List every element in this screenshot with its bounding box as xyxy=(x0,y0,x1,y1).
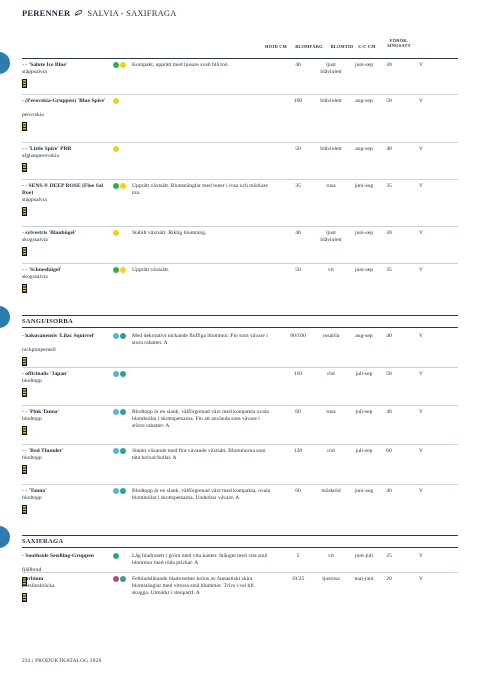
bloom-time-cell: juli-sep xyxy=(355,448,373,454)
blue-property-icon xyxy=(113,409,119,415)
blue-property-icon xyxy=(113,488,119,494)
plant-description: Slankt växande med fint vävande växtsätt. Blommorna som täta kolvar/bollar. A xyxy=(132,448,266,461)
spacing-cell: 40 xyxy=(386,333,392,339)
section-title: SAXIFRAGA xyxy=(22,538,64,545)
plant-description: Upprätt växtsätt. xyxy=(132,267,170,273)
property-icons xyxy=(113,409,126,415)
table-row xyxy=(22,409,458,443)
common-name: stäppsalvia xyxy=(22,69,47,75)
teal-property-icon xyxy=(120,409,126,415)
table-row xyxy=(22,146,458,180)
teal-property-icon xyxy=(120,333,126,339)
bee-icon xyxy=(22,388,27,397)
plant-description: Med dekorativt nickande fluffiga blommor. Fin som vävare i stora rabatter. A xyxy=(132,333,268,346)
row-divider xyxy=(22,94,458,95)
section-title-divider xyxy=(22,547,458,548)
bee-icon xyxy=(22,247,27,256)
spacing-cell: 50 xyxy=(386,371,392,377)
height-cell: 100 xyxy=(293,98,303,104)
propagation-cell: V xyxy=(418,333,424,339)
section-title-divider xyxy=(22,327,458,328)
row-divider xyxy=(22,226,458,227)
property-icons xyxy=(113,371,126,377)
bloom-time-cell: aug-sep xyxy=(355,98,373,104)
flower-color-cell: vit xyxy=(328,267,334,273)
plant-name: - - 'Salute Ice Blue' xyxy=(22,62,68,68)
table-row xyxy=(22,98,458,132)
propagation-cell: V xyxy=(418,553,424,559)
bee-icon xyxy=(22,79,27,88)
teal-property-icon xyxy=(120,576,126,582)
bloom-time-cell: juli-sep xyxy=(355,409,373,415)
section-divider xyxy=(22,315,458,316)
table-row xyxy=(22,267,458,301)
column-header-color: BLOMFÄRG xyxy=(295,44,323,49)
row-divider xyxy=(22,142,458,143)
row-divider xyxy=(22,484,458,485)
spacing-cell: 35 xyxy=(386,183,392,189)
property-icons xyxy=(113,62,126,68)
bloom-time-cell: aug-sep xyxy=(355,146,373,152)
header-divider xyxy=(22,58,458,59)
common-name: fjällbrud xyxy=(22,567,42,573)
plant-name: - sylvestris 'Blauhügel' xyxy=(22,230,77,236)
plant-name: - - 'Little Spire' PBR xyxy=(22,146,72,152)
bee-icon xyxy=(22,122,27,131)
bloom-time-cell: juni-aug xyxy=(354,183,374,189)
page-number: 232 xyxy=(22,658,31,664)
flower-color-cell: rosalila xyxy=(322,333,340,339)
table-row xyxy=(22,576,458,610)
bloom-time-cell: juli-sep xyxy=(355,371,373,377)
yellow-property-icon xyxy=(113,146,119,152)
propagation-cell: V xyxy=(418,576,424,582)
height-cell: 80/100 xyxy=(290,333,306,339)
column-header-time: BLOMTID xyxy=(330,44,354,49)
column-header-height: HÖJD CM xyxy=(264,44,287,49)
bloom-time-cell: juni-aug xyxy=(354,488,374,494)
plant-name: - - SENS.® DEEP ROSE (Floe Sal Roe) xyxy=(22,183,104,196)
bee-icon xyxy=(22,593,27,602)
bee-icon xyxy=(22,284,27,293)
green-property-icon xyxy=(113,183,119,189)
teal-property-icon xyxy=(113,553,119,559)
height-cell: 50 xyxy=(295,146,301,152)
row-divider xyxy=(22,572,458,573)
spacing-cell: 30 xyxy=(386,230,392,236)
table-row xyxy=(22,488,458,522)
column-header-propagation: FÖRÖK. SINGSATT xyxy=(387,38,411,48)
spacing-cell: 40 xyxy=(386,146,392,152)
property-icons xyxy=(113,267,126,273)
section-divider xyxy=(22,535,458,536)
table-row xyxy=(22,333,458,367)
common-name: blodtopp xyxy=(22,495,42,501)
bee-icon xyxy=(22,505,27,514)
flower-color-cell: röd xyxy=(327,371,335,377)
property-icons xyxy=(113,98,119,104)
yellow-property-icon xyxy=(113,98,119,104)
plant-name: - (Perovskia-Gruppen) 'Blue Spire' xyxy=(22,98,106,104)
spacing-cell: 50 xyxy=(386,98,392,104)
height-cell: 40 xyxy=(295,62,301,68)
flower-color-cell: vit xyxy=(328,553,334,559)
propagation-cell: V xyxy=(418,98,424,104)
common-name: blodtopp xyxy=(22,378,42,384)
property-icons xyxy=(113,183,126,189)
plant-description: Blodtopp är en slank, välförgrenad växt med kompakta, ovala blombollar i skottspetsarna. Underbar vävare. A xyxy=(132,488,271,501)
spacing-cell: 40 xyxy=(386,488,392,494)
plant-name: - urbium xyxy=(22,576,44,582)
spacing-cell: 60 xyxy=(386,448,392,454)
bloom-time-cell: juni-juli xyxy=(354,553,374,559)
plant-name: - officinalis 'Japan' xyxy=(22,371,68,377)
plant-description: Upprätt växtsätt. Blomstänglar med toner i rosa och mörkare ton. xyxy=(132,183,268,196)
plant-description: Stabilt växtsätt. Riklig blomning. xyxy=(132,230,207,236)
blue-property-icon xyxy=(113,448,119,454)
height-cell: 40 xyxy=(295,230,301,236)
leaf-icon xyxy=(74,10,83,16)
plant-name: - - 'Tanna' xyxy=(22,488,47,494)
common-name: perovskia xyxy=(22,112,44,118)
table-row xyxy=(22,448,458,482)
plant-name: - - 'Red Thunder' xyxy=(22,448,64,454)
common-name: stäppsalvia xyxy=(22,197,47,203)
propagation-cell: V xyxy=(418,230,424,236)
green-property-icon xyxy=(113,267,119,273)
plant-name: - - 'Pink Tanna' xyxy=(22,409,60,415)
section-tab xyxy=(0,526,10,548)
table-row xyxy=(22,230,458,264)
bee-icon xyxy=(22,426,27,435)
plant-description: Blodtopp är en slank, välförgrenad växt med kompakta ovala blombollar i skottspetsarna. Fin att använda som vävare i större rabatter. A xyxy=(132,409,269,429)
page-title: PERENNER xyxy=(22,8,71,18)
plant-description: Fetbladslikande bladrosetter kröns av fantastiskt skira blomstänglar med vitrosa små blommor. Trivs i sol till skugga. Utmärkt i stenpartI. A xyxy=(132,576,254,596)
propagation-cell: V xyxy=(418,267,424,273)
page-subtitle: SALVIA - SAXIFRAGA xyxy=(87,8,177,18)
flower-color-cell: ljusrosa xyxy=(322,576,340,582)
teal-property-icon xyxy=(120,371,126,377)
section-tab xyxy=(0,52,10,74)
bee-icon xyxy=(22,465,27,474)
flower-color-cell: ljust blåviolett xyxy=(320,230,342,243)
catalog-name: PRODUKTKATALOG 2026 xyxy=(35,658,102,664)
common-name: porslinsbräcka xyxy=(22,583,55,589)
height-cell: 35 xyxy=(295,183,301,189)
row-divider xyxy=(22,444,458,445)
spacing-cell: 20 xyxy=(386,576,392,582)
page-footer xyxy=(22,658,102,664)
height-cell: 60 xyxy=(295,488,301,494)
height-cell: 110 xyxy=(293,371,303,377)
common-name: skogssalvia xyxy=(22,237,48,243)
blue-property-icon xyxy=(113,333,119,339)
purple-property-icon xyxy=(113,576,119,582)
property-icons xyxy=(113,448,126,454)
propagation-cell: V xyxy=(418,448,424,454)
flower-color-cell: ljust blåviolett xyxy=(320,62,342,75)
section-tab xyxy=(0,306,10,328)
flower-color-cell: blåviolett xyxy=(320,146,342,152)
footer-separator: | xyxy=(32,658,36,664)
propagation-cell: V xyxy=(418,488,424,494)
plant-description: Låg bladrosett i grönt med vita kanter. Stängel med vita små blommor med röda prickar. A xyxy=(132,553,267,566)
bloom-time-cell: maj-juni xyxy=(354,576,374,582)
propagation-cell: V xyxy=(418,409,424,415)
property-icons xyxy=(113,553,119,559)
row-divider xyxy=(22,367,458,368)
propagation-cell: V xyxy=(418,183,424,189)
height-cell: 60 xyxy=(295,409,301,415)
table-row xyxy=(22,183,458,217)
yellow-property-icon xyxy=(120,62,126,68)
row-divider xyxy=(22,179,458,180)
spacing-cell: 30 xyxy=(386,62,392,68)
green-property-icon xyxy=(113,62,119,68)
property-icons xyxy=(113,230,119,236)
spacing-cell: 35 xyxy=(386,267,392,273)
common-name: blodtopp xyxy=(22,416,42,422)
property-icons xyxy=(113,146,119,152)
propagation-cell: V xyxy=(418,371,424,377)
propagation-cell: V xyxy=(418,62,424,68)
property-icons xyxy=(113,488,126,494)
bee-icon xyxy=(22,207,27,216)
row-divider xyxy=(22,263,458,264)
common-name: skogssalvia xyxy=(22,274,48,280)
property-icons xyxy=(113,333,126,339)
plant-description: Kompakt, upprätt med ljusare svalt blå ton. xyxy=(132,62,229,68)
common-name: blodtopp xyxy=(22,455,42,461)
yellow-property-icon xyxy=(113,230,119,236)
yellow-property-icon xyxy=(120,267,126,273)
height-cell: 120 xyxy=(293,448,303,454)
propagation-cell: V xyxy=(418,146,424,152)
height-cell: 50 xyxy=(295,267,301,273)
flower-color-cell: rosa xyxy=(326,183,336,189)
table-row xyxy=(22,62,458,96)
flower-color-cell: blåviolett xyxy=(320,98,342,104)
height-cell: 10/25 xyxy=(291,576,305,582)
bloom-time-cell: juni-sep xyxy=(354,230,374,236)
bloom-time-cell: juni-sep xyxy=(354,62,374,68)
height-cell: 5 xyxy=(296,553,300,559)
section-title: SANGUISORBA xyxy=(22,318,73,325)
page-header xyxy=(22,8,177,18)
blue-property-icon xyxy=(113,371,119,377)
row-divider xyxy=(22,405,458,406)
common-name: nickpimpernell xyxy=(22,347,56,353)
flower-color-cell: mörkröd xyxy=(321,488,341,494)
table-row xyxy=(22,371,458,405)
spacing-cell: 25 xyxy=(386,553,392,559)
bloom-time-cell: juni-sep xyxy=(354,267,374,273)
plant-name: - - 'Schneehügel' xyxy=(22,267,62,273)
bee-icon xyxy=(22,357,27,366)
column-header-cc: C/C CM xyxy=(358,44,376,49)
flower-color-cell: röd xyxy=(327,448,335,454)
plant-name: - Southside Seedling-Gruppen xyxy=(22,553,94,559)
bloom-time-cell: aug-sep xyxy=(355,333,373,339)
common-name: afghanperovskia xyxy=(22,153,59,159)
flower-color-cell: rosa xyxy=(326,409,336,415)
property-icons xyxy=(113,576,126,582)
bee-icon xyxy=(22,163,27,172)
teal-property-icon xyxy=(120,488,126,494)
yellow-property-icon xyxy=(120,183,126,189)
teal-property-icon xyxy=(120,448,126,454)
spacing-cell: 40 xyxy=(386,409,392,415)
plant-name: - hakusanensis 'Lilac Squirrel' xyxy=(22,333,95,339)
